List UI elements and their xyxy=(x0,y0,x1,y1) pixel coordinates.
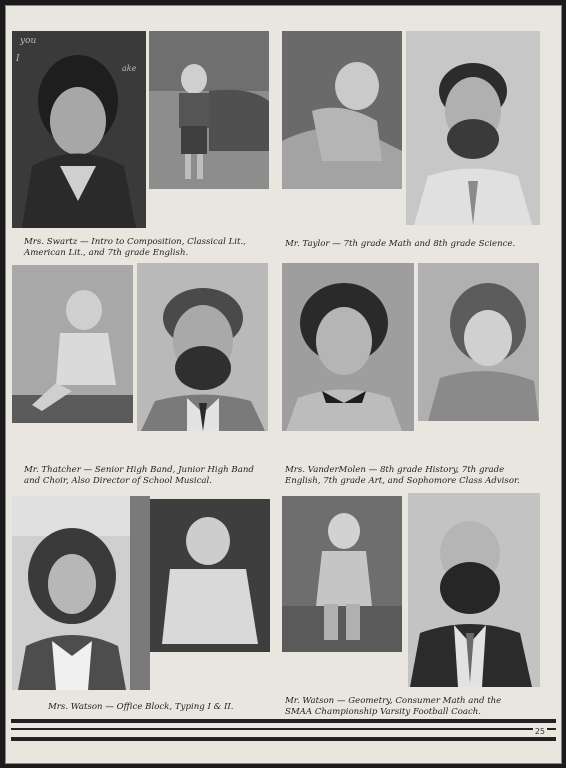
caption-mr-taylor xyxy=(285,239,515,250)
caption-line: Mrs. Watson — Office Block, Typing I & II. xyxy=(48,702,234,712)
svg-text:ake: ake xyxy=(122,64,137,73)
photo-mrs-swartz xyxy=(12,31,146,228)
caption-line: Mrs. Swartz — Intro to Composition, Classical Lit., xyxy=(24,237,246,247)
caption-line: Mr. Taylor — 7th grade Math and 8th grade Science. xyxy=(285,239,516,249)
caption-mr-thatcher xyxy=(24,465,254,487)
caption-mr-watson xyxy=(285,696,501,718)
footer-rule-middle xyxy=(11,728,556,730)
caption-line: Mr. Watson — Geometry, Consumer Math and the xyxy=(285,696,502,706)
caption-line: SMAA Championship Varsity Football Coach. xyxy=(285,707,482,717)
photo-mr-taylor-child xyxy=(282,31,402,189)
footer-rule-bottom xyxy=(11,737,556,741)
photo-mrs-swartz-child xyxy=(149,31,269,189)
photo-mrs-watson-child xyxy=(150,499,270,652)
photo-mrs-vandermolen xyxy=(282,263,414,431)
photo-mrs-watson xyxy=(12,496,150,690)
caption-line: and Choir, Also Director of School Musical. xyxy=(24,476,212,486)
caption-line: American Lit., and 7th grade English. xyxy=(24,248,189,258)
photo-mr-thatcher-child xyxy=(12,265,133,423)
caption-mrs-swartz xyxy=(24,237,246,259)
page-number: 25 xyxy=(534,727,545,736)
photo-mr-thatcher xyxy=(137,263,268,431)
photo-mr-taylor xyxy=(406,31,540,225)
caption-line: Mr. Thatcher — Senior High Band, Junior High Band xyxy=(24,465,254,475)
svg-text:you: you xyxy=(20,36,37,46)
photo-mr-watson-child xyxy=(282,496,402,652)
photo-mrs-vandermolen-child xyxy=(418,263,539,421)
caption-line: Mrs. VanderMolen — 8th grade History, 7th grade xyxy=(285,465,505,475)
caption-line: English, 7th grade Art, and Sophomore Class Advisor. xyxy=(285,476,520,486)
svg-text:I: I xyxy=(16,54,20,64)
caption-mrs-vandermolen xyxy=(285,465,520,487)
yearbook-page xyxy=(5,5,562,764)
caption-mrs-watson xyxy=(48,702,234,713)
footer-rule-top xyxy=(11,719,556,723)
photo-mr-watson xyxy=(408,493,540,687)
